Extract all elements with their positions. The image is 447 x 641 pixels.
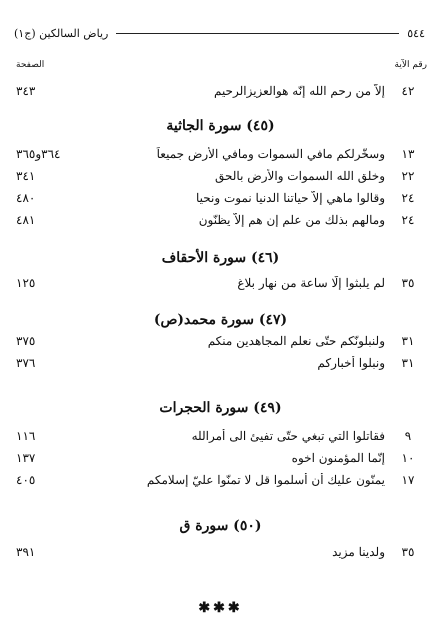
surah-title: (٤٦) سورة الأحقاف — [161, 250, 280, 266]
verse-text: فقاتلوا التي تبغي حتّى تفيئ الى أمرالله — [191, 429, 385, 443]
page-ref: ٣٧٥ — [16, 334, 36, 348]
verse-text: ولنبلونّكم حتّى نعلم المجاهدين منكم — [207, 334, 385, 348]
ayah-number: ٢٢ — [401, 169, 415, 183]
book-title: رياض السالكين (ج١) — [14, 26, 109, 40]
verse-text: إنّما المؤمنون اخوه — [291, 451, 385, 465]
verse-text: ولدينا مزيد — [332, 545, 385, 559]
verse-text: إلاّ من رحم الله إنّه هوالعزيزالرحيم — [213, 84, 385, 98]
verse-text: ونبلوا أخباركم — [317, 356, 385, 370]
ayah-number: ٢٤ — [401, 213, 415, 227]
ayah-number: ٣١ — [401, 334, 415, 348]
page-ref: ٣٦٤و٣٦٥ — [16, 147, 61, 161]
table-row — [16, 541, 425, 563]
surah-title: (٤٧) سورة محمد(ص) — [153, 312, 288, 328]
ayah-number: ٣١ — [401, 356, 415, 370]
page-ref: ١٢٥ — [16, 276, 36, 290]
verse-text: وقالوا ماهي إلاّ حياتنا الدنيا نموت ونحيا — [195, 191, 385, 205]
ayah-number: ٣٥ — [401, 545, 415, 559]
verse-text: وخلق الله السموات والأرض بالحق — [215, 169, 385, 183]
page-ref: ٣٩١ — [16, 545, 36, 559]
verse-text: لم يلبثوا إلّا ساعة من نهار بلاغ — [237, 276, 385, 290]
surah-title: (٤٩) سورة الحجرات — [159, 400, 282, 416]
ayah-number: ٤٢ — [401, 84, 415, 98]
table-row — [16, 425, 425, 447]
end-ornament: ✱✱✱ — [198, 600, 243, 616]
table-row — [16, 272, 425, 294]
ayah-number: ٣٥ — [401, 276, 415, 290]
page-ref: ٤٠٥ — [16, 473, 36, 487]
table-row — [16, 187, 425, 209]
ayah-number-header: رقم الآية — [394, 60, 427, 70]
ayah-number: ١٠ — [401, 451, 415, 465]
table-row — [16, 209, 425, 231]
page-ref: ١٣٧ — [16, 451, 36, 465]
page-ref: ١١٦ — [16, 429, 36, 443]
table-row — [16, 80, 425, 102]
verse-text: يمنّون عليك أن أسلموا قل لا تمنّوا عليّ إسلامكم — [146, 473, 385, 487]
surah-title: (٤٥) سورة الجاثية — [166, 118, 275, 134]
page-column-header: الصفحة — [16, 60, 45, 70]
ayah-number: ٩ — [404, 429, 412, 443]
page-ref: ٣٤٣ — [16, 84, 36, 98]
ayah-number: ١٧ — [401, 473, 415, 487]
page-ref: ٤٨١ — [16, 213, 36, 227]
page-number: ٥٤٤ — [407, 26, 425, 40]
index-body — [16, 0, 425, 641]
page-ref: ٣٧٦ — [16, 356, 36, 370]
table-row — [16, 352, 425, 374]
table-row — [16, 469, 425, 491]
ayah-number: ٢٤ — [401, 191, 415, 205]
verse-text: ومالهم بذلك من علم إن هم إلاّ يظنّون — [198, 213, 385, 227]
table-row — [16, 447, 425, 469]
table-row — [16, 330, 425, 352]
ayah-number: ١٣ — [401, 147, 415, 161]
verse-text: وسخّرلكم مافي السموات ومافي الأرض جميعاً — [156, 147, 385, 161]
page-ref: ٤٨٠ — [16, 191, 36, 205]
surah-title: (٥٠) سورة ق — [179, 518, 262, 534]
table-row — [16, 143, 425, 165]
table-row — [16, 165, 425, 187]
page-ref: ٣٤١ — [16, 169, 36, 183]
